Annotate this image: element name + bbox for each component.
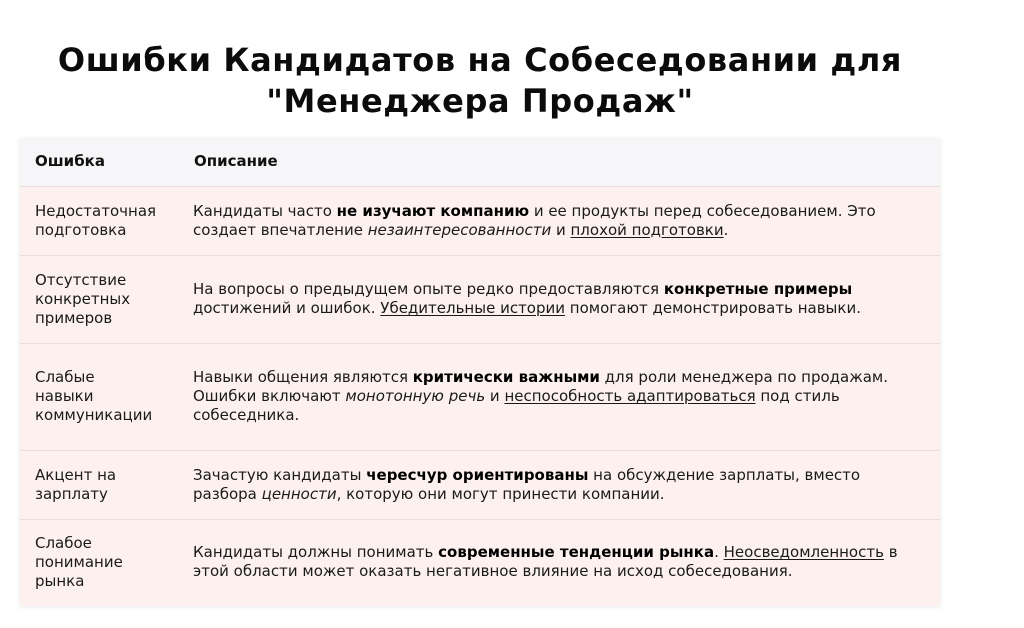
error-text: Слабые — [35, 368, 95, 386]
description-text: . — [714, 543, 724, 562]
description-text: на обсуждение зарплаты, вместо разбора — [193, 465, 861, 503]
error-text: Недостаточная — [35, 201, 157, 220]
description-text: Кандидаты должны понимать — [193, 543, 439, 562]
table-header-row — [20, 138, 940, 186]
description-cell — [179, 519, 940, 605]
description-italic: монотонную речь — [345, 387, 486, 405]
description-bold: не изучают компанию — [336, 201, 530, 220]
description-underline: плохой подготовки — [570, 220, 724, 239]
error-cell — [20, 519, 179, 605]
error-text: навыки — [35, 387, 94, 405]
table-row — [20, 343, 940, 450]
error-cell — [20, 255, 179, 343]
description-cell — [179, 450, 940, 519]
error-text: Отсутствие — [35, 270, 127, 289]
error-cell — [20, 186, 179, 255]
description-text: помогают демонстрировать навыки. — [565, 299, 861, 317]
table-row — [20, 519, 940, 605]
description-cell — [179, 255, 940, 343]
description-text: . — [723, 220, 729, 239]
description-cell — [179, 343, 940, 450]
description-cell — [179, 186, 940, 255]
error-cell — [20, 343, 179, 450]
column-header-error: Ошибка — [20, 138, 179, 186]
table-row — [20, 186, 940, 255]
description-bold: чересчур ориентированы — [366, 465, 589, 484]
table-body — [20, 186, 940, 605]
description-text: для роли менеджера по продажам. Ошибки включают — [193, 368, 889, 405]
description-underline: Убедительные истории — [380, 299, 566, 317]
description-bold: современные тенденции рынка — [438, 543, 715, 562]
description-italic: незаинтересованности — [367, 220, 552, 239]
description-text: и ее продукты перед собеседованием. Это создает впечатление — [193, 201, 876, 239]
description-text: , которую они могут принести компании. — [336, 484, 665, 503]
description-bold: критически важными — [412, 368, 600, 386]
description-bold: конкретные примеры — [663, 280, 853, 298]
error-text: зарплату — [35, 484, 108, 503]
error-text: Акцент на — [35, 465, 117, 484]
page-title-line-2: "Менеджера Продаж" — [266, 82, 694, 120]
error-text: Слабое — [35, 533, 92, 552]
description-text: Навыки общения являются — [193, 368, 413, 386]
mistakes-table-card — [20, 138, 940, 606]
description-text: под стиль собеседника. — [193, 387, 840, 424]
table-row — [20, 255, 940, 343]
table-row — [20, 450, 940, 519]
description-underline: неспособность адаптироваться — [504, 387, 756, 405]
error-text: понимание — [35, 552, 123, 571]
error-text: конкретных — [35, 289, 131, 308]
table-header — [20, 138, 940, 186]
error-text: коммуникации — [35, 406, 153, 424]
error-cell — [20, 450, 179, 519]
description-text: и — [485, 387, 505, 405]
error-text: подготовка — [35, 220, 127, 239]
column-header-description: Описание — [179, 138, 940, 186]
description-text: Зачастую кандидаты — [193, 465, 367, 484]
description-text: Кандидаты часто — [193, 201, 337, 220]
description-text: На вопросы о предыдущем опыте редко предоставляются — [193, 280, 664, 298]
page-title-line-1: Ошибки Кандидатов на Собеседовании для — [57, 41, 903, 79]
description-underline: Неосведомленность — [723, 543, 884, 562]
description-text: и — [551, 220, 571, 239]
description-text: в этой области может оказать негативное влияние на исход собеседования. — [193, 543, 898, 581]
error-text: примеров — [35, 308, 113, 327]
page-title — [0, 40, 960, 122]
mistakes-table — [20, 138, 940, 605]
description-italic: ценности — [261, 484, 337, 503]
error-text: рынка — [35, 571, 85, 590]
description-text: достижений и ошибок. — [193, 299, 381, 317]
